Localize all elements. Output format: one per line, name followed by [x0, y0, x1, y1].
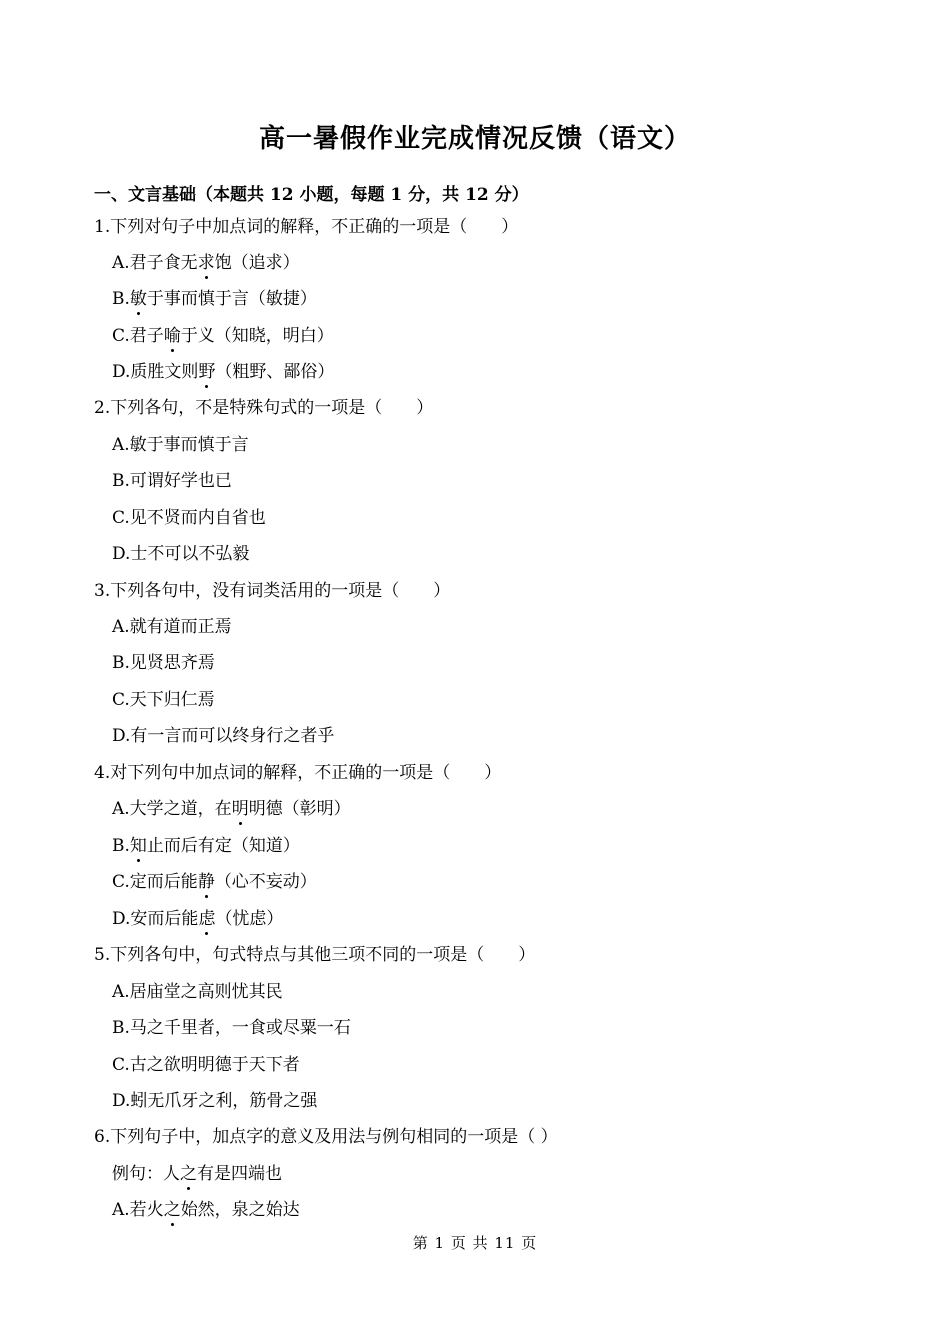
question-3-stem: 3.下列各句中，没有词类活用的一项是（ ） — [94, 581, 451, 601]
emphasis-dot-char: 之 — [180, 1164, 197, 1184]
question-6-stem: 6.下列句子中，加点字的意义及用法与例句相同的一项是（ ） — [94, 1127, 558, 1147]
question-2-option-a: A.敏于事而慎于言 — [112, 435, 249, 455]
question-3-option-b: B.见贤思齐焉 — [112, 653, 215, 673]
emphasis-dot-char: 野 — [198, 362, 216, 382]
question-5-stem: 5.下列各句中，句式特点与其他三项不同的一项是（ ） — [94, 945, 536, 965]
question-1-option-b: B.敏于事而慎于言（敏捷） — [112, 289, 317, 309]
emphasis-dot-char: 知 — [129, 836, 147, 856]
question-4-option-a: A.大学之道，在明明德（彰明） — [112, 799, 351, 819]
emphasis-dot-char: 明 — [231, 799, 249, 819]
emphasis-dot-char: 虑 — [198, 909, 216, 929]
question-5-option-a: A.居庙堂之高则忧其民 — [112, 982, 283, 1002]
question-5-option-c: C.古之欲明明德于天下者 — [112, 1055, 300, 1075]
page-title: 高一暑假作业完成情况反馈（语文） — [258, 124, 691, 154]
question-4-option-d: D.安而后能虑（忧虑） — [112, 909, 284, 929]
question-2-stem: 2.下列各句，不是特殊句式的一项是（ ） — [94, 398, 434, 418]
question-2-option-c: C.见不贤而内自省也 — [112, 508, 266, 528]
question-5-option-d: D.蚓无爪牙之利，筋骨之强 — [112, 1091, 318, 1111]
question-2-option-d: D.士不可以不弘毅 — [112, 544, 250, 564]
question-6-option-a: A.若火之始然，泉之始达 — [112, 1200, 300, 1220]
emphasis-dot-char: 之 — [163, 1200, 181, 1220]
question-4-option-c: C.定而后能静（心不妄动） — [112, 872, 317, 892]
emphasis-dot-char: 敏 — [129, 289, 147, 309]
question-5-option-b: B.马之千里者，一食或尽粟一石 — [112, 1018, 351, 1038]
question-3-option-d: D.有一言而可以终身行之者乎 — [112, 726, 335, 746]
page-footer: 第 1 页 共 11 页 — [412, 1234, 538, 1252]
question-4-option-b: B.知止而后有定（知道） — [112, 836, 300, 856]
emphasis-dot-char: 静 — [197, 872, 215, 892]
question-3-option-c: C.天下归仁焉 — [112, 690, 215, 710]
question-1-stem: 1.下列对句子中加点词的解释，不正确的一项是（ ） — [94, 217, 519, 237]
question-6-example: 例句：人之有是四端也 — [112, 1164, 282, 1184]
question-4-stem: 4.对下列句中加点词的解释，不正确的一项是（ ） — [94, 763, 502, 783]
emphasis-dot-char: 求 — [197, 253, 215, 273]
question-2-option-b: B.可谓好学也已 — [112, 471, 232, 491]
question-1-option-d: D.质胜文则野（粗野、鄙俗） — [112, 362, 335, 382]
emphasis-dot-char: 喻 — [163, 326, 181, 346]
question-3-option-a: A.就有道而正焉 — [112, 617, 232, 637]
question-1-option-c: C.君子喻于义（知晓，明白） — [112, 326, 334, 346]
question-1-option-a: A.君子食无求饱（追求） — [112, 253, 300, 273]
section-heading: 一、文言基础（本题共 12 小题，每题 1 分，共 12 分） — [94, 185, 529, 205]
